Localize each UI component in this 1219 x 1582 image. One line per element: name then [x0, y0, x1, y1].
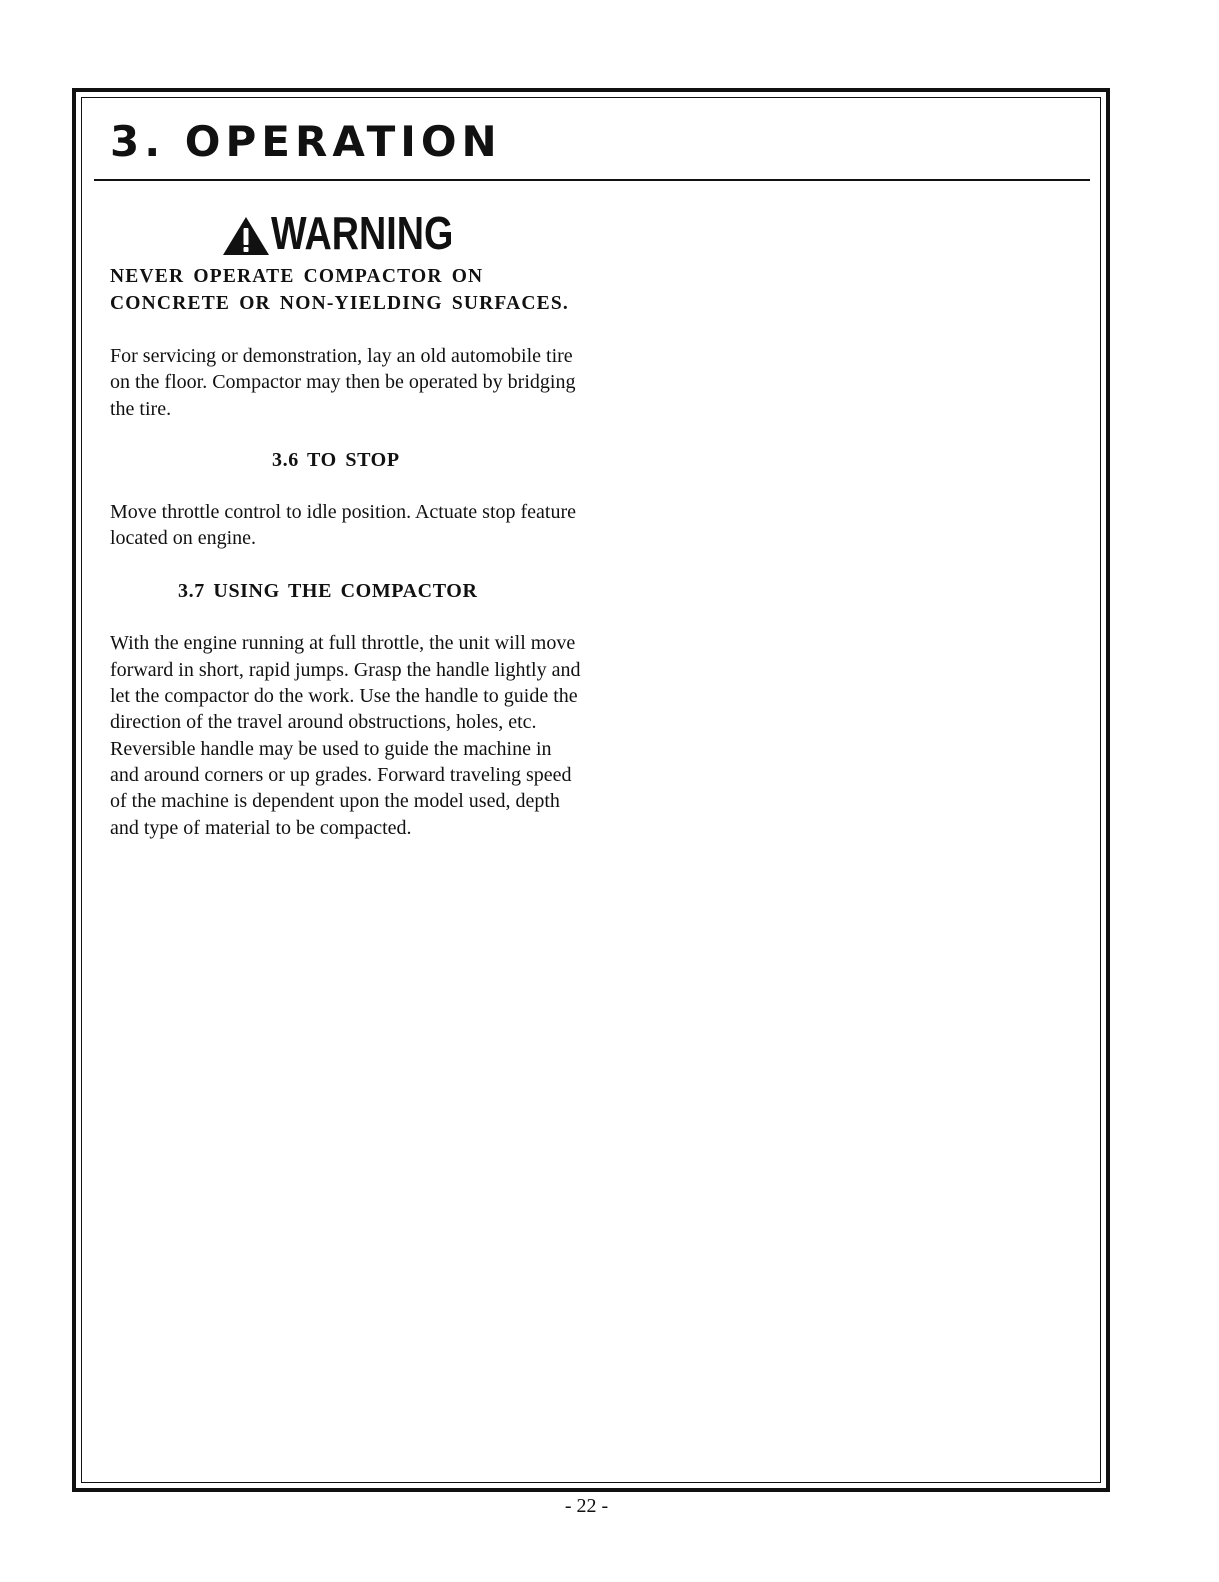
section-3-7-heading: 3.7 USING THE COMPACTOR	[178, 580, 478, 603]
section-title: 3. OPERATION	[110, 117, 502, 166]
page-number: - 22 -	[564, 1495, 609, 1517]
warning-heading	[222, 207, 493, 259]
warning-text: NEVER OPERATE COMPACTOR ON CONCRETE OR NON-YIELDING SURFACES.	[110, 266, 569, 314]
title-divider	[94, 179, 1090, 181]
page-border	[72, 88, 1110, 1492]
section-3-6-heading: 3.6 TO STOP	[272, 448, 400, 471]
section-3-7-text: With the engine running at full throttle, the unit will move forward in short, rapid jumps. Grasp the handle lightly and let the compactor do the work. Use the handle to guide the direction of the travel around obstructions, holes, etc. Reversible handle may be used to guide the machine in and around corners or up grades. Forward traveling speed of the machine is dependent upon the model used, depth and type of material to be compacted.	[110, 632, 581, 839]
warning-triangle-icon	[222, 216, 270, 256]
servicing-paragraph: For servicing or demonstration, lay an old automobile tire on the floor. Compactor may then be operated by bridging the tire.	[110, 345, 576, 420]
text-column	[110, 264, 582, 841]
warning-label: WARNING	[271, 207, 454, 259]
section-3-6-text: Move throttle control to idle position. Actuate stop feature located on engine.	[110, 500, 577, 550]
